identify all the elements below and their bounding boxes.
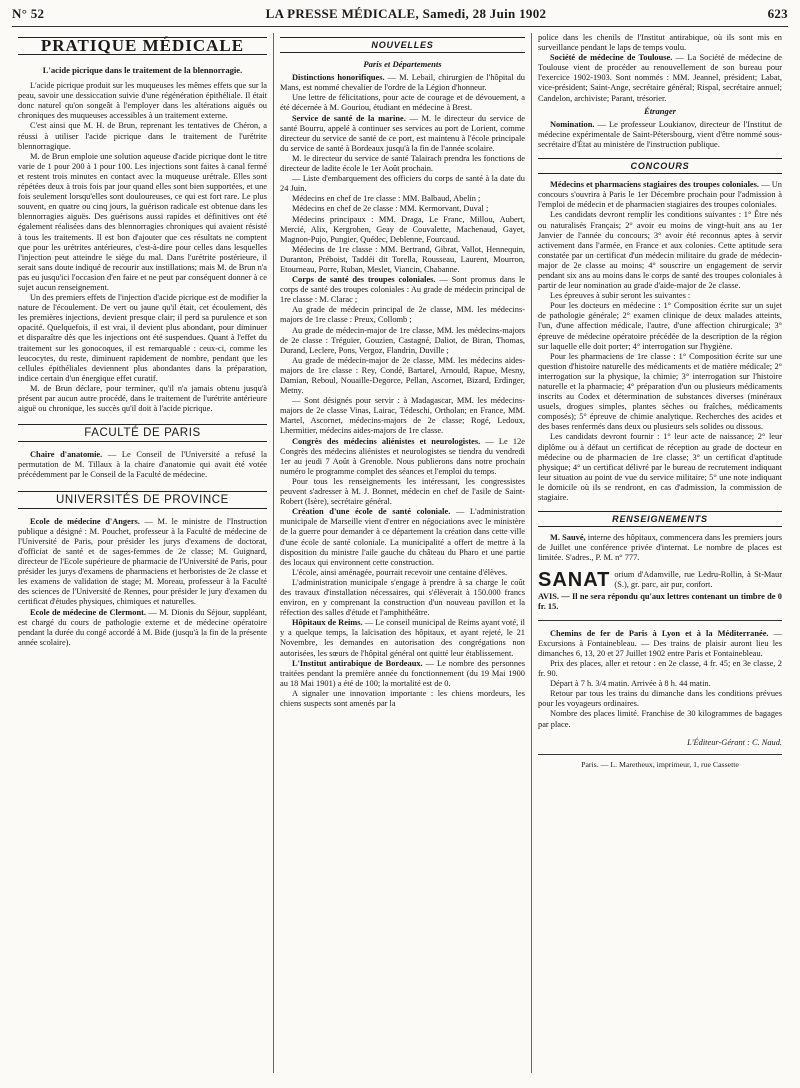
news-item	[280, 689, 525, 709]
item-text: — L'administration municipale de Marseille vient d'entrer en négociations avec le ministère de la guerre pour demander à ce département la création dans cette ville d'une école de santé coloniale. La municipalité a offert de mettre à la disposition du ministre l'aile gauche du château du Pharo et une partie des locaux qui environnent cette construction.	[280, 507, 526, 567]
paragraph: M. de Brun déclare, pour terminer, qu'il n'a jamais obtenu jusqu'à présent par aucun autre procédé, dans le traitement de l'urétrite antérieure aiguë ou chronique, les succès qu'il doit à l'acide picrique.	[18, 383, 267, 414]
article-title: L'acide picrique dans le traitement de la blennorragie.	[42, 65, 243, 76]
section-title-renseignements: RENSEIGNEMENTS	[538, 511, 782, 527]
item-text: — M. Lebail, chirurgien de l'hôpital du Mans, est nommé chevalier de l'ordre de la Légion d'honneur.	[280, 73, 525, 93]
news-item	[280, 114, 525, 154]
item-lead: M. Sauvé,	[550, 533, 586, 543]
item-text: M. le directeur du service de santé Talairach prendra les fonctions de directeur de ladite école le 1er Août prochain.	[280, 153, 525, 174]
news-item	[280, 659, 525, 689]
item-text: — La Société de médecine de Toulouse vient de procéder au renouvellement de son bureau pour l'exercice 1902-1903. Sont nommés : MM. Jeannel, président; Labat, vice-président; Saint-Ange, secrétaire général; Rispal, secrétaire annuel; Candelon, archiviste; Parant, trésorier.	[538, 53, 782, 103]
section-title-concours: CONCOURS	[538, 158, 782, 174]
item-lead: Service de santé de la marine.	[292, 113, 406, 123]
sanat-text: orium d'Adamville, rue Ledru-Rollin, à St-Maur (S.), gr. parc, air pur, confort.	[614, 569, 782, 589]
paragraph: Les candidats devront remplir les conditions suivantes : 1° Être nés ou naturalisés Français; 2° avoir eu moins de vingt-huit ans au 1er Janvier de l'année du concours; 3° avoir été reconnus aptes à servir activement dans l'armée, en France et aux colonies. Cette aptitude sera constatée par un certificat d'un médecin militaire du grade de médecin-major de 2e classe au moins; 4° souscrire un engagement de servir pendant six ans au moins dans le corps de santé des troupes coloniales à partir de leur nomination au grade d'aide-major de 2e classe.	[538, 210, 782, 291]
news-item	[280, 154, 525, 174]
item-text: Au grade de médecin-major de 2e classe, MM. les médecins aides-majors de 1re classe : Rey, Condé, Bartarel, Arnould, Rapue, Mesny, Damian, Reboul, Nouaille-Degorce, Pellan, Ascornet, Bizard, Erdinger, Metny.	[280, 355, 525, 396]
item-text: — Le conseil municipal de Reims ayant voté, il y a quelque temps, la laïcisation des hôpitaux, et ayant rejeté, le 21 Novembre, les demandes en autorisation des congrégations non autorisées, les sœurs de l'hôpital général ont quitté leur établissement.	[280, 618, 525, 658]
page-number: 623	[767, 6, 788, 21]
news-item	[538, 629, 782, 659]
news-item	[18, 608, 267, 648]
editor-signature: L'Éditeur-Gérant : C. Naud.	[687, 737, 782, 747]
news-item	[280, 326, 525, 356]
news-item	[538, 120, 782, 150]
item-text: — Sont promus dans le corps de santé des troupes coloniales : Au grade de médecin principal de 1re classe : M. Clarac ;	[280, 275, 525, 305]
item-text: — M. Dionis du Séjour, suppléant, est chargé du cours de pathologie externe et de médecine opératoire pendant la durée du congé accordé à M. Bide (jusqu'à la fin de la présente année scolaire).	[18, 607, 267, 647]
column-2	[274, 33, 532, 1073]
item-text: — Un concours s'ouvrira à Paris le 1er Décembre prochain pour l'admission à l'emploi de médecin et de pharmacien stagiaires des troupes coloniales.	[538, 180, 782, 210]
sanatorium-ad	[538, 570, 782, 590]
item-lead: Médecins et pharmaciens stagiaires des troupes coloniales.	[550, 180, 759, 190]
column-1	[12, 33, 274, 1073]
item-text: Médecins de 1re classe : MM. Bertrand, Gibrat, Vallot, Hennequin, Duranton, Préboist, Taddéi dit Torella, Rousseau, Laurent, Mourron, Etourneau, Porre, Ruban, Meslet, Viancin, Chabanne.	[280, 244, 525, 274]
news-item	[18, 450, 267, 480]
news-item	[280, 305, 525, 325]
item-text: — Le nombre des personnes traitées pendant la première année du fonctionnement (du 19 Mai 1900 au 18 Mai 1901) a été de 100; la mortalité est de 0.	[280, 658, 525, 688]
paragraph: Un des premiers effets de l'injection d'acide picrique est de modifier la nature de l'écoulement. De vert ou jaune qu'il était, cet écoulement, dès les premières injections, devient presque clair; il perd sa purulence et son opacité. Quelquefois, il est vrai, il devient plus abondant, pour diminuer et disparaître dès que les injections ont été suspendues. Quant à l'effet du traitement sur les gonocoques, il est remarquable : ceux-ci, comme les leucocytes, du reste, diminuent rapidement de nombre, pendant que les cellules épithéliales deviennent plus abondantes dans la préparation, indice certain d'un énergique effet curatif.	[18, 293, 267, 383]
item-text: Au grade de médecin principal de 2e classe, MM. les médecins-majors de 1re classe : Preux, Collomb ;	[280, 305, 525, 325]
news-item	[280, 507, 525, 568]
item-lead: Chaire d'anatomie.	[30, 450, 103, 460]
item-text: interne des hôpitaux, commencera dans les premiers jours de Juillet une conférence privée d'internat. Le nombre de places est limitée. S'adres., P. M. n° 777.	[538, 533, 782, 563]
news-item	[280, 204, 525, 214]
issue-number: N° 52	[12, 6, 45, 21]
item-text: A signaler une innovation importante : les chiens mordeurs, les chiens suspects sont amenés par la	[280, 688, 525, 708]
paragraph: police dans les chenils de l'Institut antirabique, où ils sont mis en surveillance pendant le laps de temps voulu.	[538, 33, 782, 53]
item-lead: Ecole de médecine d'Angers.	[30, 516, 140, 526]
news-list	[280, 73, 525, 709]
paragraph: Les candidats devront fournir : 1° leur acte de naissance; 2° leur diplôme ou à défaut un certificat de réception au grade de docteur en médecine ou de pharmacien de 1re classe; 3° un certificat d'aptitude physique; 4° un certificat délivré par le bureau de recrutement indiquant leur situation au point de vue du service militaire; 5° une note indiquant le domicile où ils se rendront, en cas d'admission, la commission de stagiaire.	[538, 432, 782, 503]
paragraph: Les épreuves à subir seront les suivantes :	[550, 291, 691, 301]
item-text: Pour tous les renseignements les intéressant, les congressistes peuvent s'adresser à M. J. Bonnet, médecin en chef de l'asile de Saint-Robert (Isère), secrétaire général.	[280, 476, 525, 507]
avis-notice	[538, 592, 782, 612]
item-lead: Société de médecine de Toulouse.	[550, 53, 673, 63]
news-item	[18, 517, 267, 608]
item-lead: Nomination.	[550, 119, 595, 129]
column-3	[532, 33, 788, 1073]
paragraph: Départ à 7 h. 3/4 matin. Arrivée à 8 h. 44 matin.	[550, 679, 711, 689]
news-item	[280, 73, 525, 93]
section-subtitle: Paris et Départements	[363, 59, 442, 70]
item-text: — Liste d'embarquement des officiers du corps de santé à la date du 24 Juin.	[280, 174, 525, 194]
item-text: Médecins principaux : MM. Draga, Le Franc, Millou, Aubert, Mercié, Alix, Kergrohen, Geay de Couvalette, Machenaud, Gayet, Magnon-Pujo, Pungier, Quédec, Deblenne, Fourcaud.	[280, 214, 525, 244]
news-item	[280, 437, 525, 477]
divider	[538, 620, 782, 621]
section-title-nouvelles: NOUVELLES	[280, 37, 525, 53]
news-item	[280, 245, 525, 275]
news-item	[280, 93, 525, 113]
item-text: Une lettre de félicitations, pour acte de courage et de dévouement, a été décernée à M. Gouriou, étudiant en médecine à Brest.	[280, 93, 525, 113]
item-lead: L'Institut antirabique de Bordeaux.	[292, 658, 423, 668]
avis-text: AVIS. — Il ne sera répondu qu'aux lettres contenant un timbre de 0 fr. 15.	[538, 591, 782, 611]
paragraph: Pour les pharmaciens de 1re classe : 1° Composition écrite sur une question d'histoire naturelle des médicaments et de matière médicale; 2° interrogation sur la physique, la chimie; 3° interrogation sur l'histoire naturelle et la pharmacie; 4° préparation d'un ou plusieurs médicaments inscrits au Codex et détermination de substances diverses (minéraux usuels, drogues simples, plantes sèches ou fraîches, médicaments composés); 5° épreuve de chimie analytique. Recherches des acides et des bases renfermés dans deux ou plusieurs sels solides ou dissous.	[538, 351, 782, 432]
item-lead: Création d'une école de santé coloniale.	[292, 507, 451, 517]
news-item	[280, 215, 525, 245]
news-item	[280, 396, 525, 436]
item-lead: Corps de santé des troupes coloniales.	[292, 275, 436, 285]
item-text: — M. le ministre de l'Instruction publique a désigné : M. Pouchet, professeur à la Faculté de médecine de l'Université de Paris, pour présider les jurys d'examens de doctorat, d'officiat de santé et de sages-femmes de 2e classe; M. Guignard, directeur de l'Ecole supérieure de pharmacie de l'Université de Paris, pour présider les jurys d'examens de pharmaciens et herboristes de 2e classe et les examens de validation de stage; M. Moreau, professeur à la Faculté des sciences de l'Université de Rennes, pour présider le jury d'examen du certificat d'études physiques, chimiques et naturelles.	[18, 516, 267, 607]
newspaper-page	[12, 6, 788, 1078]
item-lead: Congrès des médecins aliénistes et neurologistes.	[292, 436, 481, 446]
item-text: — M. le directeur du service de santé Bourru, appelé à continuer ses services au port de Lorient, comme directeur du service de santé de ce port, est maintenu à l'école principale du service de santé à Bordeaux jusqu'à la fin de l'année scolaire.	[280, 113, 525, 153]
news-item	[280, 194, 525, 204]
paragraph: M. de Brun emploie une solution aqueuse d'acide picrique dont le titre varie de 1 pour 200 à 1 pour 100. Les injections sont faites à canal fermé et restent trois minutes en contact avec la muqueuse urétrale. Elles sont répétées deux à trois fois par jour quand elles sont bien supportées, et une fois seulement lorsqu'elles sont douloureuses, ce qui est fort rare. Le plus souvent, en quatre ou cinq jours, la guérison radicale est obtenue dans les blennorragies aiguës. Des guérisons aussi rapides et définitives ont été également réalisées dans des blennorragies chroniques qui avaient résisté à tous les traitements. Il est bon d'ajouter que ces résultats ne comptent que pour les urétrites antérieures, c'est-à-dire pour celles dans lesquelles l'injection peut atteindre le siège du mal. Dans l'urétrite postérieure, il serait sans doute indiqué de recourir aux instillations; mais M. de Brun n'a pas eu jusqu'ici l'occasion d'en faire et ne peut par conséquent donner à ce sujet aucun renseignement.	[18, 151, 267, 292]
item-text: — Le Conseil de l'Université a refusé la permutation de M. Tillaux à la chaire d'anatomie qui avait été votée précédemment par le Conseil de la Faculté de médecine.	[18, 450, 267, 480]
item-lead: Distinctions honorifiques.	[292, 73, 385, 83]
item-text: L'école, ainsi aménagée, pourrait recevoir une centaine d'élèves.	[292, 567, 508, 577]
paragraph: Nombre des places limité. Franchise de 30 kilogrammes de bagages par place.	[538, 709, 782, 729]
paragraph: Pour les docteurs en médecine : 1° Composition écrite sur un sujet de pathologie générale; 2° examen clinique de deux malades atteints, l'un, d'une affection médicale, l'autre, d'une affection chirurgicale; 3° épreuve de médecine opératoire précédée de la description de la région sur laquelle elle doit porter; 4° interrogation sur l'hygiène.	[538, 301, 782, 351]
paragraph: L'acide picrique produit sur les muqueuses les mêmes effets que sur la peau, savoir une dessiccation suivie d'une régénération épithéliale. Il était donc naturel qu'on songeât à l'employer dans les altérations aiguës ou chroniques des muqueuses accessibles à un traitement externe.	[18, 81, 267, 121]
paragraph: C'est ainsi que M. H. de Brun, reprenant les tentatives de Chéron, a réussi à utiliser l'acide picrique dans le traitement de l'urétrite blennorragique.	[18, 121, 267, 151]
item-text: Au grade de médecin-major de 1re classe, MM. les médecins-majors de 2e classe : Tréguier, Gouzien, Castagné, Daliot, de Biran, Thomas, Durand, Leclere, Pons, Vergoz, Flandrin, Duville ;	[280, 325, 525, 355]
item-lead: Chemins de fer de Paris à Lyon et à la Méditerranée.	[550, 628, 769, 638]
item-text: — Le professeur Loukianov, directeur de l'Institut de médecine expérimentale de Saint-Pétersbourg, vient d'être nommé sous-secrétaire d'État au ministère de l'instruction publique.	[538, 119, 782, 149]
news-item	[280, 618, 525, 658]
journal-title: LA PRESSE MÉDICALE, Samedi, 28 Juin 1902	[265, 6, 547, 21]
news-item	[538, 180, 782, 210]
item-text: — Le 12e Congrès des médecins aliénistes et neurologistes se tiendra du vendredi 1er au jeudi 7 Août à Grenoble. Nous publierons dans notre prochain numéro le programme complet des séances et l'emploi du temps.	[280, 436, 525, 476]
section-title-faculte: FACULTÉ DE PARIS	[18, 424, 267, 442]
news-item	[538, 533, 782, 563]
printer-line: Paris. — L. Maretheux, imprimeur, 1, rue Cassette	[538, 754, 782, 770]
item-text: — Sont désignés pour servir : à Madagascar, MM. les médecins-majors de 2e classe Vinas, Lairac, Tédeschi, Ortholan; en France, MM. Martel, Ascornet, médecins-majors de 2e classe; Rogé, Ledoux, Lhermitier, médecins aides-majors de 1re classe.	[280, 396, 525, 436]
news-item	[280, 578, 525, 618]
news-item	[280, 477, 525, 507]
section-title-pratique: PRATIQUE MÉDICALE	[18, 37, 267, 55]
item-text: — Excursions à Fontainebleau. — Des trains de plaisir auront lieu les dimanches 6, 13, 20 et 27 Juillet 1902 entre Paris et Fontainebleau.	[538, 628, 783, 658]
item-text: L'administration municipale s'engage à prendre à sa charge le coût des travaux d'installation nécessaires, qui s'élèverait à 150.000 francs environ, en y comprenant la construction d'un nouveau pavillon et la réfection des salles d'étude et l'amphithéâtre.	[280, 577, 525, 618]
page-header	[12, 6, 788, 27]
paragraph: Retour par tous les trains du dimanche dans les conditions prévues pour les voyageurs ordinaires.	[538, 689, 782, 709]
news-item	[538, 53, 782, 103]
news-item	[280, 174, 525, 194]
news-item	[280, 275, 525, 305]
section-title-universites: UNIVERSITÉS DE PROVINCE	[18, 491, 267, 509]
item-lead: Hôpitaux de Reims.	[292, 618, 363, 628]
item-text: Médecins en chef de 1re classe : MM. Balbaud, Abelin ;	[292, 194, 481, 204]
section-subtitle-etranger: Étranger	[644, 105, 676, 116]
sanat-word: SANAT	[538, 568, 611, 591]
item-lead: Ecole de médecine de Clermont.	[30, 607, 146, 617]
item-text: Médecins en chef de 2e classe : MM. Kermorvant, Duval ;	[292, 204, 489, 214]
news-item	[280, 356, 525, 396]
paragraph: Prix des places, aller et retour : en 2e classe, 4 fr. 45; en 3e classe, 2 fr. 90.	[538, 658, 782, 679]
news-item	[280, 568, 525, 578]
